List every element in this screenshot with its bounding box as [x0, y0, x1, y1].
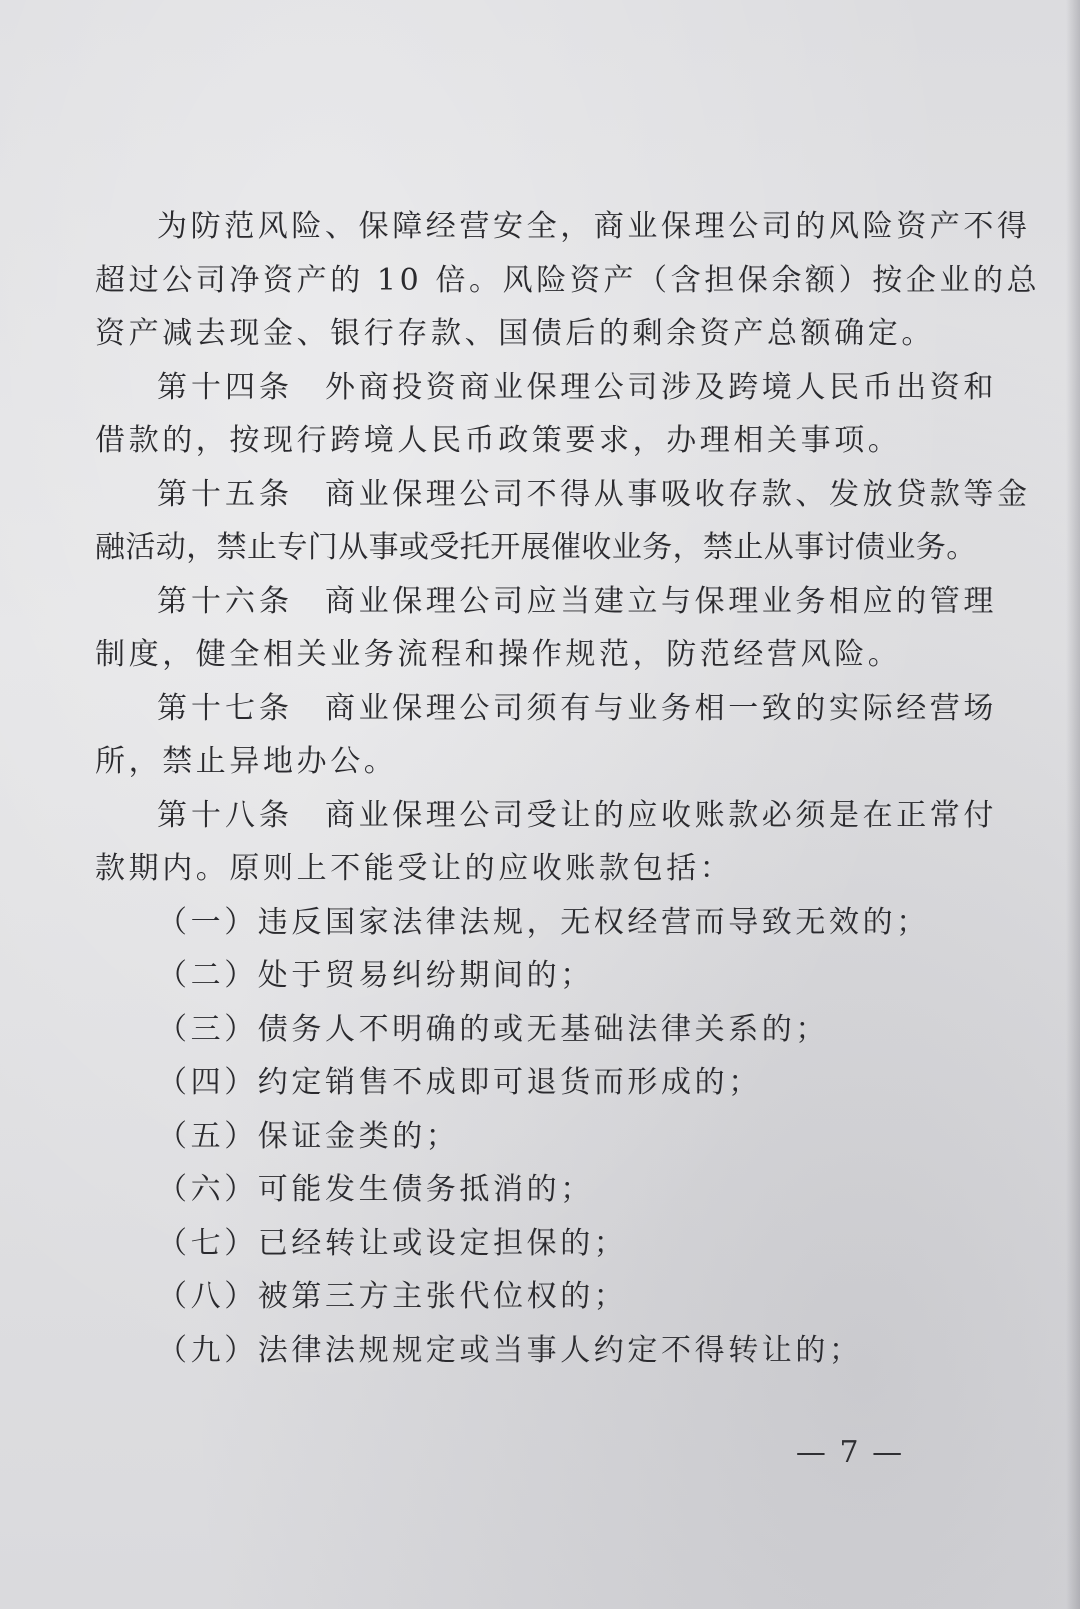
- list-item: （九）法律法规规定或当事人约定不得转让的；: [157, 1332, 863, 1368]
- article-15-text: 商业保理公司不得从事吸收存款、发放贷款等金: [325, 476, 1031, 512]
- paper-edge-shadow: [1066, 0, 1080, 1609]
- list-item: （六）可能发生债务抵消的；: [157, 1172, 594, 1207]
- body-line: 融活动，禁止专门从事或受托开展催收业务，禁止从事讨债业务。: [95, 530, 977, 565]
- article-number-16: 第十六条: [157, 583, 293, 619]
- article-number-14: 第十四条: [157, 369, 293, 405]
- article-number-17: 第十七条: [157, 690, 293, 726]
- list-item: （三）债务人不明确的或无基础法律关系的；: [157, 1011, 829, 1047]
- article-15-line-1: [95, 468, 1031, 522]
- article-16-text: 商业保理公司应当建立与保理业务相应的管理: [325, 583, 997, 619]
- document-body: [95, 200, 1041, 1377]
- list-item: （二）处于贸易纠纷期间的；: [157, 958, 594, 993]
- article-17-line-1: [95, 682, 997, 736]
- article-number-15: 第十五条: [157, 476, 293, 512]
- body-line: 款期内。原则上不能受让的应收账款包括：: [95, 851, 734, 886]
- article-14-text: 外商投资商业保理公司涉及跨境人民币出资和: [325, 369, 997, 405]
- article-14-line-1: [95, 361, 997, 415]
- body-line: 超过公司净资产的 10 倍。风险资产（含担保余额）按企业的总: [95, 262, 1041, 298]
- list-item: （四）约定销售不成即可退货而形成的；: [157, 1065, 762, 1100]
- list-item: （八）被第三方主张代位权的；: [157, 1279, 628, 1314]
- list-item: （五）保证金类的；: [157, 1118, 460, 1154]
- article-18-text: 商业保理公司受让的应收账款必须是在正常付: [325, 797, 997, 833]
- article-17-text: 商业保理公司须有与业务相一致的实际经营场: [325, 690, 997, 726]
- list-item: （一）违反国家法律法规，无权经营而导致无效的；: [157, 904, 930, 940]
- body-line: 为防范风险、保障经营安全，商业保理公司的风险资产不得: [157, 209, 1031, 244]
- body-line: 资产减去现金、银行存款、国债后的剩余资产总额确定。: [95, 316, 935, 351]
- article-number-18: 第十八条: [157, 797, 293, 833]
- body-line: 借款的，按现行跨境人民币政策要求，办理相关事项。: [95, 423, 902, 458]
- page-number: — 7 —: [795, 1435, 905, 1470]
- body-line: 所，禁止异地办公。: [95, 744, 398, 779]
- article-18-line-1: [95, 789, 997, 843]
- article-16-line-1: [95, 575, 997, 629]
- list-item: （七）已经转让或设定担保的；: [157, 1225, 628, 1261]
- body-line: 制度，健全相关业务流程和操作规范，防范经营风险。: [95, 637, 902, 672]
